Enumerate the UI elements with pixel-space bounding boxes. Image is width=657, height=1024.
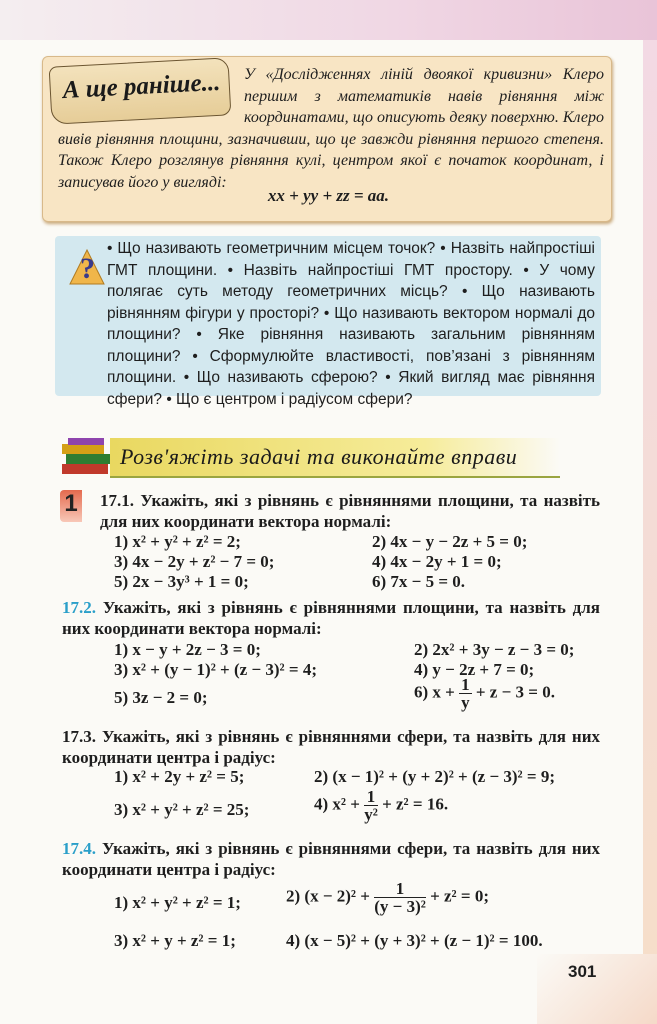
denominator: y² [364, 805, 378, 824]
problem-number: 17.1. [100, 491, 134, 510]
denominator: y [461, 693, 470, 712]
problem-17-3 [62, 726, 600, 768]
problem-text: Укажіть, які з рівнянь є рівняннями сфери, та назвіть для них координати центра і радіус: [62, 839, 601, 879]
numerator: 1 [374, 880, 426, 898]
problem-17-4 [62, 838, 600, 880]
equation-item: 4) 4x − 2y + 1 = 0; [372, 552, 502, 571]
question-mark-icon [68, 246, 106, 286]
equation-item: 4) y − 2z + 7 = 0; [414, 660, 535, 679]
problem-text: Укажіть, які з рівнянь є рівняннями площини, та назвіть для них координати вектора нормалі: [100, 491, 600, 531]
history-text: У «Дослідженнях ліній двоякої кривизни» Клеро першим з математиків навів рівняння між координатами, що описують деяку поверхню. Клеро вивів рівняння площини, зазначивши, що це завжди рівняння першого степеня. Також Клеро розглянув рівняння кулі, центром якої є початок координат, і записував його у вигляді: [58, 66, 604, 191]
equation-item: 1) x² + y² + z² = 1; [114, 893, 241, 912]
equation-item: 3) 4x − 2y + z² − 7 = 0; [114, 552, 275, 571]
equation-item: 3) x² + y + z² = 1; [114, 931, 236, 950]
problem-text: Укажіть, які з рівнянь є рівняннями площини, та назвіть для них координати вектора нормалі: [62, 598, 600, 638]
equation-item-fraction [414, 676, 555, 711]
equation-item: 2) (x − 1)² + (y + 2)² + (z − 3)² = 9; [314, 767, 555, 786]
eq-part: + z − 3 = 0. [475, 682, 555, 702]
equation-item: 3) x² + y² + z² = 25; [114, 800, 250, 819]
equation-item: 3) x² + (y − 1)² + (z − 3)² = 4; [114, 660, 317, 679]
eq-part: 6) x + [414, 682, 455, 702]
equation-item-fraction [286, 880, 489, 915]
equation-item: 5) 3z − 2 = 0; [114, 688, 208, 707]
fraction [459, 676, 472, 711]
problem-17-2 [62, 597, 600, 639]
equation-item: 2) 2x² + 3y − z − 3 = 0; [414, 640, 575, 659]
problem-number: 17.3. [62, 727, 96, 746]
history-scroll-title [49, 57, 232, 124]
fraction [364, 788, 378, 823]
section-title: Розв'яжіть задачі та виконайте вправи [120, 444, 518, 469]
equation-item: 1) x² + y² + z² = 2; [114, 532, 241, 551]
page-corner-decoration [537, 954, 657, 1024]
history-equation: xx + yy + zz = aa. [267, 186, 390, 205]
problem-number: 17.4. [62, 839, 96, 858]
equation-item: 1) x² + 2y + z² = 5; [114, 767, 245, 786]
history-title: А ще раніше... [62, 68, 221, 105]
equation-item: 5) 2x − 3y³ + 1 = 0; [114, 572, 249, 591]
page-top-decoration [0, 0, 657, 40]
equation-item-fraction [314, 788, 448, 823]
eq-part: 4) x² + [314, 794, 360, 814]
svg-text:?: ? [80, 252, 95, 285]
difficulty-level-badge: 1 [60, 490, 82, 522]
eq-part: + z² = 0; [430, 886, 490, 906]
equation-item: 2) 4x − y − 2z + 5 = 0; [372, 532, 528, 551]
numerator: 1 [461, 675, 470, 694]
numerator: 1 [364, 788, 378, 806]
questions-text: • Що називають геометричним місцем точок? • Назвіть найпростіші ГМТ площини. • Назвіть найпростіші ГМТ простору. • У чому полягає суть методу геометричних місць? • Що називають рівнянням фігури у просторі? • Що називають вектором нормалі до площини? • Яке рівняння називають загальним рівнянням площини? • Сформулюйте властивості, пов’язані з рівнянням площини. • Що називають сферою? • Який вигляд має рівняння сфери? • Що є центром і радіусом сфери? [107, 240, 595, 408]
eq-part: 2) (x − 2)² + [286, 886, 370, 906]
equation-item: 1) x − y + 2z − 3 = 0; [114, 640, 261, 659]
section-banner [110, 438, 560, 478]
denominator: (y − 3)² [374, 897, 426, 916]
equation-item: 6) 7x − 5 = 0. [372, 572, 466, 591]
equation-item: 4) (x − 5)² + (y + 3)² + (z − 1)² = 100. [286, 931, 543, 950]
eq-part: + z² = 16. [382, 794, 449, 814]
page-number: 301 [568, 962, 597, 981]
books-icon [60, 436, 116, 476]
fraction [374, 880, 426, 915]
problem-17-1 [100, 490, 600, 532]
problem-number: 17.2. [62, 598, 96, 617]
problem-text: Укажіть, які з рівнянь є рівняннями сфери, та назвіть для них координати центра і радіус: [62, 727, 601, 767]
